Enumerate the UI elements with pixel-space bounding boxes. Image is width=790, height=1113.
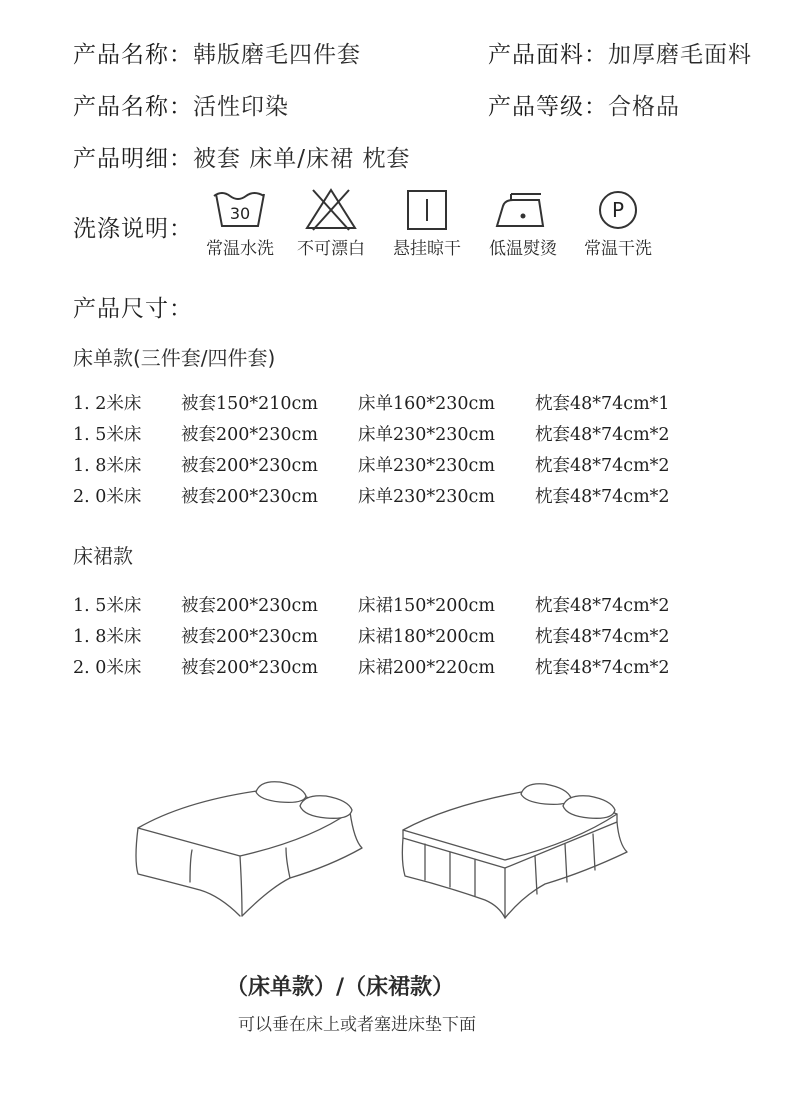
care-text: 常温干洗 [584, 239, 652, 259]
care-text: 常温水洗 [206, 239, 274, 259]
dry-clean-symbol: P [611, 198, 625, 222]
flat-sheet-heading: 床单款(三件套/四件套) [73, 346, 276, 370]
bed-size: 2. 0米床 [73, 487, 142, 507]
bed-size: 1. 5米床 [73, 596, 142, 616]
size-heading: 产品尺寸： [73, 296, 193, 322]
sheet-size: 床单230*230cm [358, 456, 495, 476]
duvet-size: 被套200*230cm [181, 456, 318, 476]
care-text: 低温熨烫 [489, 239, 557, 259]
attr-label: 产品名称： [73, 94, 193, 120]
duvet-size: 被套200*230cm [181, 596, 318, 616]
dry-clean-p-icon [588, 186, 648, 232]
attr-value: 加厚磨毛面料 [608, 42, 752, 68]
wash-30-icon [210, 186, 270, 232]
no-bleach-icon [301, 186, 361, 232]
duvet-size: 被套150*210cm [181, 394, 318, 414]
care-item-low-iron [478, 186, 568, 259]
sheet-size: 床单230*230cm [358, 425, 495, 445]
pillowcase-size: 枕套48*74cm*2 [535, 627, 670, 647]
pillowcase-size: 枕套48*74cm*1 [535, 394, 670, 414]
duvet-size: 被套200*230cm [181, 627, 318, 647]
bed-skirt-heading: 床裙款 [73, 544, 133, 568]
attr-value: 合格品 [608, 94, 680, 120]
skirt-size: 床裙200*220cm [358, 658, 495, 678]
bed-size: 1. 2米床 [73, 394, 142, 414]
attr-product-name-2 [73, 88, 289, 121]
flat-sheet-bed-illustration [130, 770, 370, 920]
pillowcase-size: 枕套48*74cm*2 [535, 658, 670, 678]
attr-value: 韩版磨毛四件套 [193, 42, 361, 68]
care-item-hang-dry [382, 186, 472, 259]
care-item-wash [195, 186, 285, 259]
attr-label: 产品面料： [488, 42, 608, 68]
sheet-size: 床单230*230cm [358, 487, 495, 507]
care-text: 悬挂晾干 [393, 239, 461, 259]
caption-subtitle: 可以垂在床上或者塞进床垫下面 [238, 1015, 476, 1035]
pillowcase-size: 枕套48*74cm*2 [535, 487, 670, 507]
bed-size: 1. 5米床 [73, 425, 142, 445]
pillowcase-size: 枕套48*74cm*2 [535, 456, 670, 476]
wash-temp: 30 [229, 204, 251, 223]
pillowcase-size: 枕套48*74cm*2 [535, 425, 670, 445]
attr-grade [488, 88, 680, 121]
duvet-size: 被套200*230cm [181, 658, 318, 678]
sheet-size: 床单160*230cm [358, 394, 495, 414]
attr-details [73, 140, 410, 173]
duvet-size: 被套200*230cm [181, 425, 318, 445]
caption-title: （床单款）/（床裙款） [226, 975, 455, 1000]
attr-value: 活性印染 [193, 94, 289, 120]
care-text: 不可漂白 [297, 239, 365, 259]
skirt-size: 床裙150*200cm [358, 596, 495, 616]
bed-size: 1. 8米床 [73, 627, 142, 647]
bed-size: 2. 0米床 [73, 658, 142, 678]
hang-dry-icon [397, 186, 457, 232]
bed-size: 1. 8米床 [73, 456, 142, 476]
pillowcase-size: 枕套48*74cm*2 [535, 596, 670, 616]
attr-fabric [488, 36, 752, 69]
attr-label: 产品等级： [488, 94, 608, 120]
low-iron-icon [493, 186, 553, 232]
care-item-dry-clean [573, 186, 663, 259]
care-label: 洗涤说明： [73, 216, 193, 242]
attr-label: 产品名称： [73, 42, 193, 68]
care-item-no-bleach [286, 186, 376, 259]
attr-product-name [73, 36, 361, 69]
attr-value: 被套 床单/床裙 枕套 [193, 146, 411, 172]
duvet-size: 被套200*230cm [181, 487, 318, 507]
bed-skirt-bed-illustration [395, 772, 635, 922]
attr-label: 产品明细： [73, 146, 193, 172]
skirt-size: 床裙180*200cm [358, 627, 495, 647]
